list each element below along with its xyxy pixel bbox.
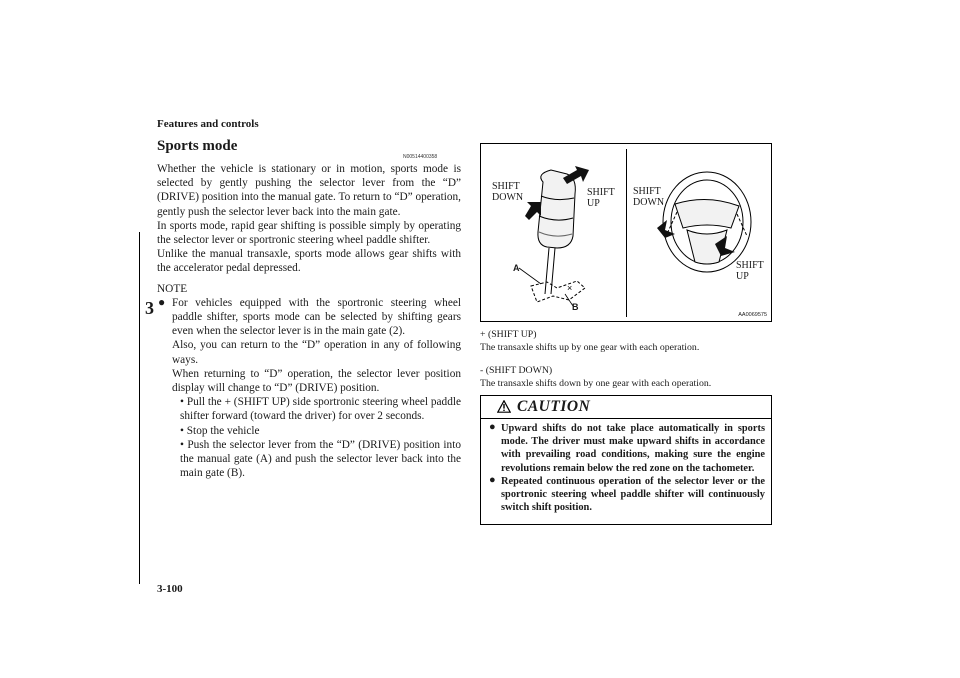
note-label: NOTE — [157, 282, 188, 295]
caution-header — [481, 396, 771, 419]
wheel-shift-down-label: SHIFT DOWN — [633, 186, 665, 208]
note-text: Also, you can return to the “D” operation in any of following ways. — [172, 339, 461, 366]
running-header: Features and controls — [157, 118, 259, 130]
figure-divider — [626, 149, 627, 317]
caution-box — [480, 395, 772, 525]
paragraph: Whether the vehicle is stationary or in motion, sports mode is selected by gently pushing the selector lever from the “D” (DRIVE) position into the manual gate. To return to “D” operation, gently push the selector lever back into the main gate. — [157, 163, 461, 218]
section-title: Sports mode — [157, 138, 238, 154]
caution-title: CAUTION — [517, 398, 591, 415]
section-doc-id: N00514400358 — [403, 154, 438, 160]
caution-item — [489, 422, 765, 475]
wheel-shift-up-label: SHIFT UP — [736, 260, 764, 282]
arrow-down-icon — [525, 202, 541, 220]
caution-item — [489, 475, 765, 515]
shift-up-text: The transaxle shifts up by one gear with each operation. — [480, 342, 700, 353]
shift-up-label: SHIFT UP — [587, 187, 615, 209]
bullet-icon: ● — [489, 421, 496, 433]
shift-info — [480, 328, 772, 390]
page-number: 3-100 — [157, 583, 183, 595]
caution-text: Upward shifts do not take place automatically in sports mode. The driver must make upward shifts in accordance with prevailing road conditions, making sure the engine revolutions remain below the red zone on the tachometer. — [501, 423, 765, 474]
note-sub-item: • Pull the + (SHIFT UP) side sportronic steering wheel paddle shifter forward (toward the driver) for over 2 seconds. — [180, 396, 461, 423]
svg-text:×: × — [567, 283, 573, 293]
chapter-tab: 3 — [145, 298, 154, 318]
shift-down-title: - (SHIFT DOWN) — [480, 365, 553, 376]
caution-text: Repeated continuous operation of the selector lever or the sportronic steering wheel paddle shifter will continuously switch shift position. — [501, 475, 765, 514]
note-text: For vehicles equipped with the sportronic steering wheel paddle shifter, sports mode can be selected by shifting gears even when the selector lever is in the main gate (2). — [172, 296, 461, 338]
shift-illustration — [480, 143, 772, 322]
caution-body — [489, 422, 765, 514]
shift-down-text: The transaxle shifts down by one gear with each operation. — [480, 378, 712, 389]
chapter-divider — [139, 232, 140, 584]
paragraph: Unlike the manual transaxle, sports mode allows gear shifts with the accelerator pedal depressed. — [157, 248, 461, 275]
bullet-icon: ● — [489, 473, 496, 486]
warning-triangle-icon — [497, 400, 511, 413]
steering-wheel-icon — [663, 172, 751, 272]
note-text: When returning to “D” operation, the selector lever position display will change to “D” (DRIVE) position. — [172, 367, 461, 395]
body-text — [157, 162, 461, 480]
note-sub-item: • Push the selector lever from the “D” (DRIVE) position into the manual gate (A) and push the selector lever back into the main gate (B). — [180, 438, 461, 480]
bullet-icon: ● — [158, 294, 166, 309]
label-b: B — [572, 302, 579, 312]
note-sub-item: • Stop the vehicle — [180, 424, 260, 437]
note-item — [157, 296, 461, 481]
figure-id: AA0069575 — [738, 312, 767, 318]
shift-up-title: + (SHIFT UP) — [480, 329, 537, 340]
label-a: A — [513, 263, 520, 273]
shift-down-label: SHIFT DOWN — [492, 181, 524, 203]
paragraph: In sports mode, rapid gear shifting is possible simply by operating the selector lever or sportronic steering wheel paddle shifter. — [157, 219, 461, 247]
